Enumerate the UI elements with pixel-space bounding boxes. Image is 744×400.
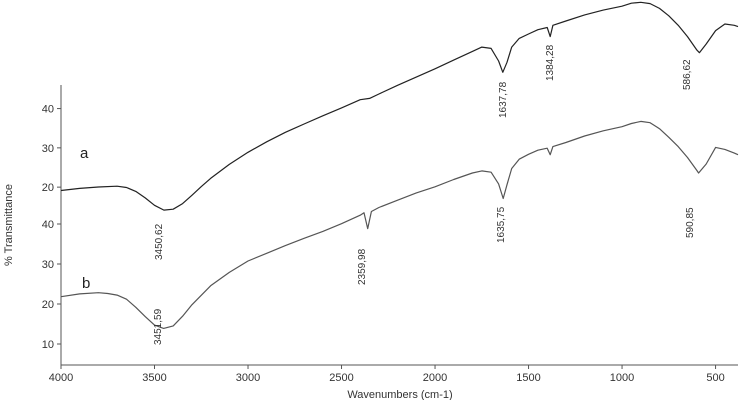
peak-label-a: 3450,62 [154, 223, 165, 260]
peak-label-b: 2359,98 [357, 248, 368, 285]
x-tick-label: 3000 [235, 372, 261, 384]
peak-label-b: 3451,59 [153, 308, 164, 345]
x-tick-label: 2000 [422, 372, 448, 384]
x-tick-label: 3500 [142, 372, 167, 384]
peak-label-a: 1384,28 [545, 44, 556, 81]
x-axis-title: Wavenumbers (cm-1) [347, 389, 453, 400]
y-tick-label: 40 [41, 219, 54, 231]
y-tick-label: 10 [41, 339, 54, 351]
chart-series-layer [61, 2, 738, 328]
chart-axes [42, 85, 738, 384]
y-tick-label: 30 [41, 142, 54, 155]
peak-label-b: 1635,75 [496, 206, 507, 243]
y-tick-label: 20 [41, 299, 54, 311]
x-tick-label: 1500 [516, 372, 541, 384]
y-axis-title: % Transmittance [3, 184, 15, 266]
y-tick-label: 20 [41, 182, 54, 195]
x-tick-label: 4000 [48, 372, 74, 384]
series-b-label: b [82, 275, 91, 292]
x-tick-label: 2500 [329, 372, 354, 384]
peak-label-a: 1637,78 [498, 81, 509, 118]
x-tick-label: 1000 [609, 372, 635, 384]
series-a-line [61, 2, 738, 210]
y-tick-label: 40 [41, 103, 54, 116]
peak-label-a: 586,62 [682, 59, 693, 90]
series-a-label: a [80, 145, 89, 162]
y-tick-label: 30 [41, 259, 54, 271]
peak-label-b: 590,85 [685, 207, 696, 238]
x-tick-label: 500 [706, 372, 725, 384]
